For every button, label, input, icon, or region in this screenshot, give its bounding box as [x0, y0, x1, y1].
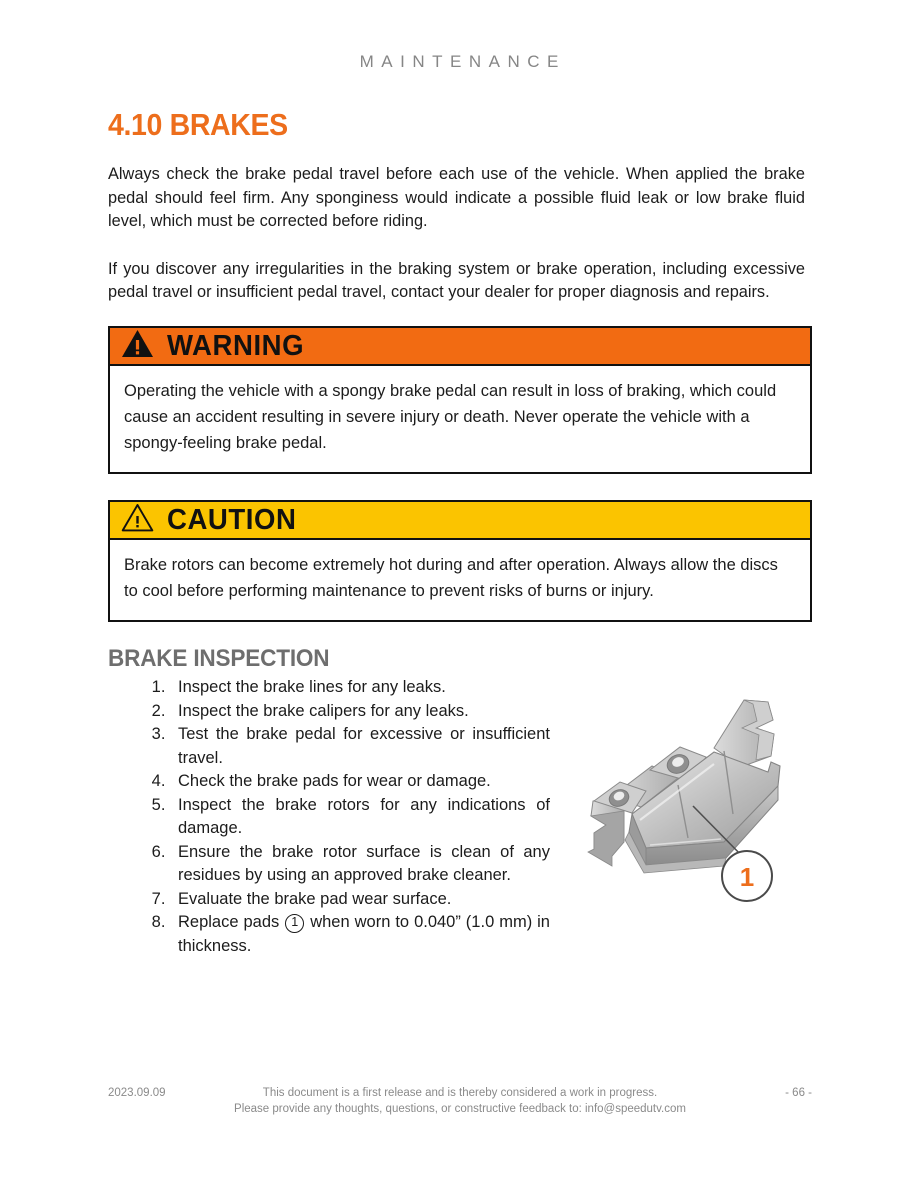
caution-triangle-outline-icon [121, 503, 154, 537]
warning-triangle-filled-icon [121, 329, 154, 363]
warning-alert-box [108, 326, 812, 474]
list-item: 2. Inspect the brake calipers for any leaks. [170, 700, 550, 724]
page-title: 4.10 BRAKES [108, 107, 288, 142]
caution-alert-text: Brake rotors can become extremely hot during and after operation. Always allow the discs to cool before performing maintenance to prevent risks of burns or injury. [124, 556, 778, 600]
running-header: MAINTENANCE [359, 52, 566, 71]
step-8-prefix: Replace pads [178, 913, 280, 931]
brake-pad-illustration [528, 690, 818, 925]
list-item: 3. Test the brake pedal for excessive or insufficient travel. [170, 723, 550, 770]
list-item: 4. Check the brake pads for wear or damage. [170, 770, 550, 794]
step-8-suffix: when worn to 0.040” (1.0 mm) in thickness. [178, 913, 550, 955]
callout-reference-1: 1 [285, 914, 304, 933]
list-item: 7. Evaluate the brake pad wear surface. [170, 888, 550, 912]
callout-number: 1 [739, 862, 755, 892]
intro-paragraph-1: Always check the brake pedal travel before each use of the vehicle. When applied the brake pedal should feel firm. Any sponginess would indicate a possible fluid leak or low brake fluid level, which must be corrected before riding. [108, 165, 805, 230]
footer-notice-line-2: Please provide any thoughts, questions, or constructive feedback to: info@speedutv.com [234, 1103, 686, 1115]
list-item-with-callout [170, 911, 550, 958]
list-item: 6. Ensure the brake rotor surface is clean of any residues by using an approved brake cleaner. [170, 841, 550, 888]
intro-paragraph-2: If you discover any irregularities in the braking system or brake operation, including excessive pedal travel or insufficient pedal travel, contact your dealer for proper diagnosis and repairs. [108, 259, 805, 301]
caution-alert-box [108, 500, 812, 622]
warning-alert-text: Operating the vehicle with a spongy brake pedal can result in loss of braking, which could cause an accident resulting in severe injury or death. Never operate the vehicle with a spongy-feeling brake pedal. [124, 382, 777, 452]
list-item: 1. Inspect the brake lines for any leaks. [170, 676, 550, 700]
caution-alert-label: CAUTION [167, 503, 297, 536]
intro-text-block [108, 163, 812, 329]
caution-alert-header [110, 502, 810, 540]
list-item: 5. Inspect the brake rotors for any indications of damage. [170, 794, 550, 841]
page-footer [108, 1085, 812, 1117]
brake-inspection-steps [135, 676, 550, 958]
brake-inspection-heading: BRAKE INSPECTION [108, 645, 330, 672]
callout-marker-1 [722, 851, 772, 901]
warning-alert-label: WARNING [167, 329, 305, 362]
footer-date: 2023.09.09 [108, 1087, 166, 1099]
footer-notice-line-1: This document is a first release and is thereby considered a work in progress. [262, 1087, 658, 1099]
footer-page-number: - 66 - [785, 1087, 812, 1099]
warning-alert-header [110, 328, 810, 366]
